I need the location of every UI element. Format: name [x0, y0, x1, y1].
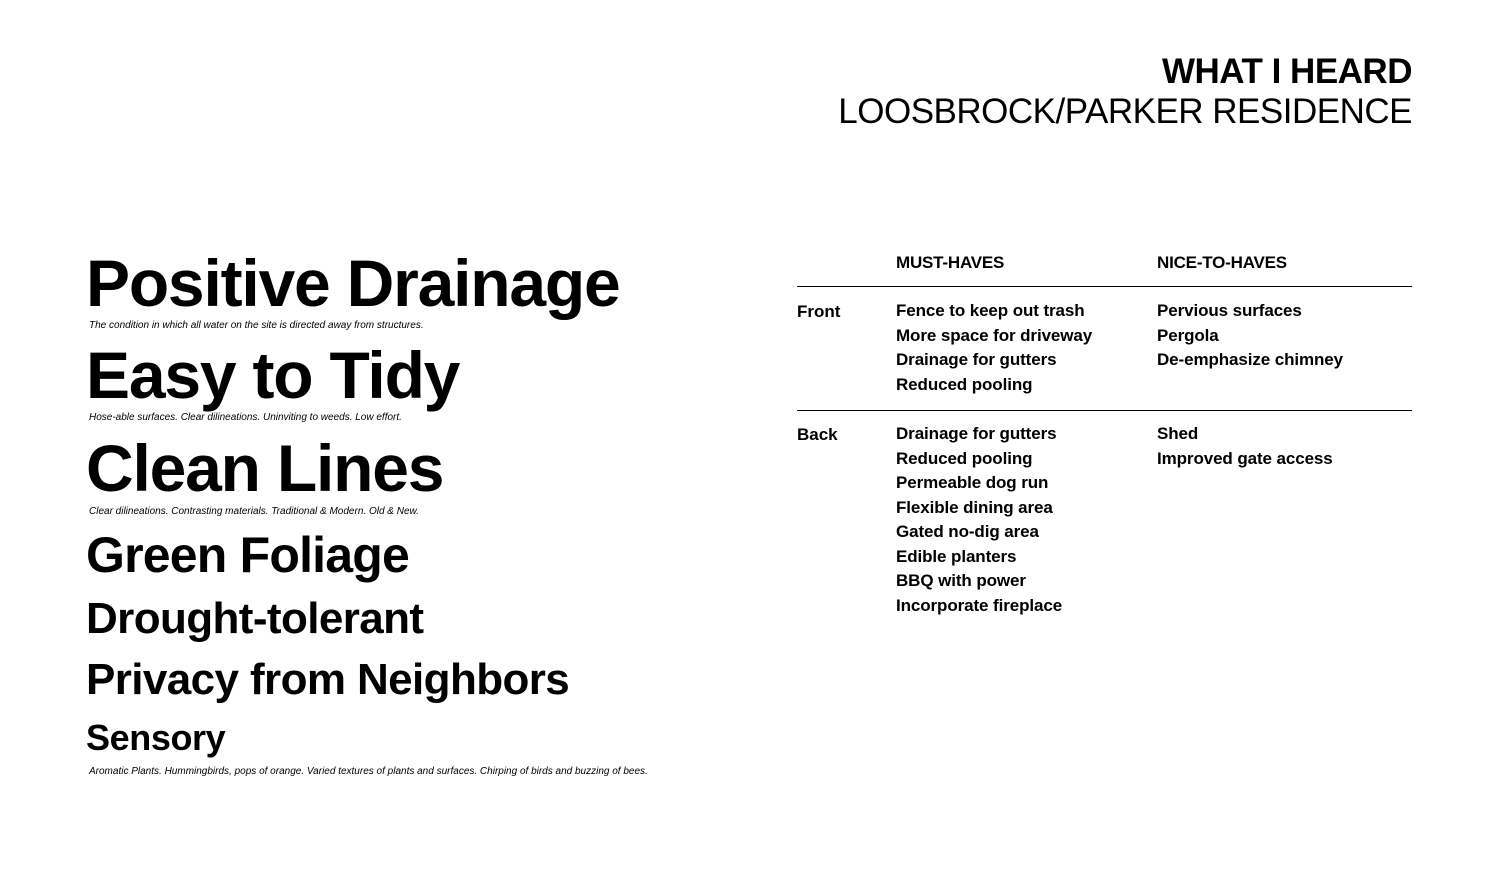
principle-heading: Drought-tolerant — [86, 594, 424, 643]
list-item: Improved gate access — [1157, 448, 1333, 468]
list-item: More space for driveway — [896, 325, 1093, 345]
back-nice-to-haves — [1157, 422, 1333, 471]
column-header-must-haves: MUST-HAVES — [896, 253, 1005, 272]
list-item: Reduced pooling — [896, 374, 1033, 394]
back-must-haves — [896, 422, 1062, 618]
principle-description: Hose-able surfaces. Clear dilineations. Uninviting to weeds. Low effort. — [89, 412, 402, 423]
principle-heading: Privacy from Neighbors — [86, 655, 570, 704]
principle-description: Clear dilineations. Contrasting materials. Traditional & Modern. Old & New. — [89, 506, 419, 517]
list-item: Reduced pooling — [896, 448, 1033, 468]
principle-heading: Positive Drainage — [86, 246, 620, 320]
list-item: Edible planters — [896, 546, 1017, 566]
front-nice-to-haves — [1157, 299, 1343, 373]
list-item: Incorporate fireplace — [896, 595, 1063, 615]
principle-heading: Green Foliage — [86, 527, 410, 583]
list-item: De-emphasize chimney — [1157, 350, 1344, 369]
row-label-back: Back — [797, 425, 838, 444]
list-item: BBQ with power — [896, 571, 1026, 590]
principle-description: The condition in which all water on the site is directed away from structures. — [89, 320, 424, 331]
page-header — [838, 52, 1412, 132]
front-must-haves — [896, 299, 1092, 397]
list-item: Fence to keep out trash — [896, 301, 1085, 320]
divider — [797, 410, 1412, 411]
column-header-nice-to-haves: NICE-TO-HAVES — [1157, 253, 1287, 272]
principle-heading: Clean Lines — [86, 431, 444, 505]
principle-heading: Sensory — [86, 717, 226, 758]
list-item: Drainage for gutters — [896, 424, 1057, 443]
list-item: Drainage for gutters — [896, 350, 1057, 369]
principle-heading: Easy to Tidy — [86, 338, 460, 412]
list-item: Flexible dining area — [896, 497, 1053, 517]
page-title: WHAT I HEARD — [1162, 52, 1412, 91]
page-subtitle: LOOSBROCK/PARKER RESIDENCE — [838, 92, 1412, 131]
list-item: Pergola — [1157, 325, 1219, 345]
list-item: Permeable dog run — [896, 473, 1049, 492]
row-label-front: Front — [797, 302, 841, 321]
list-item: Shed — [1157, 424, 1199, 443]
list-item: Gated no-dig area — [896, 522, 1039, 541]
list-item: Pervious surfaces — [1157, 301, 1302, 320]
divider — [797, 286, 1412, 287]
principle-description: Aromatic Plants. Hummingbirds, pops of orange. Varied textures of plants and surfaces. Chirping of birds and buzzing of bees. — [89, 766, 648, 777]
